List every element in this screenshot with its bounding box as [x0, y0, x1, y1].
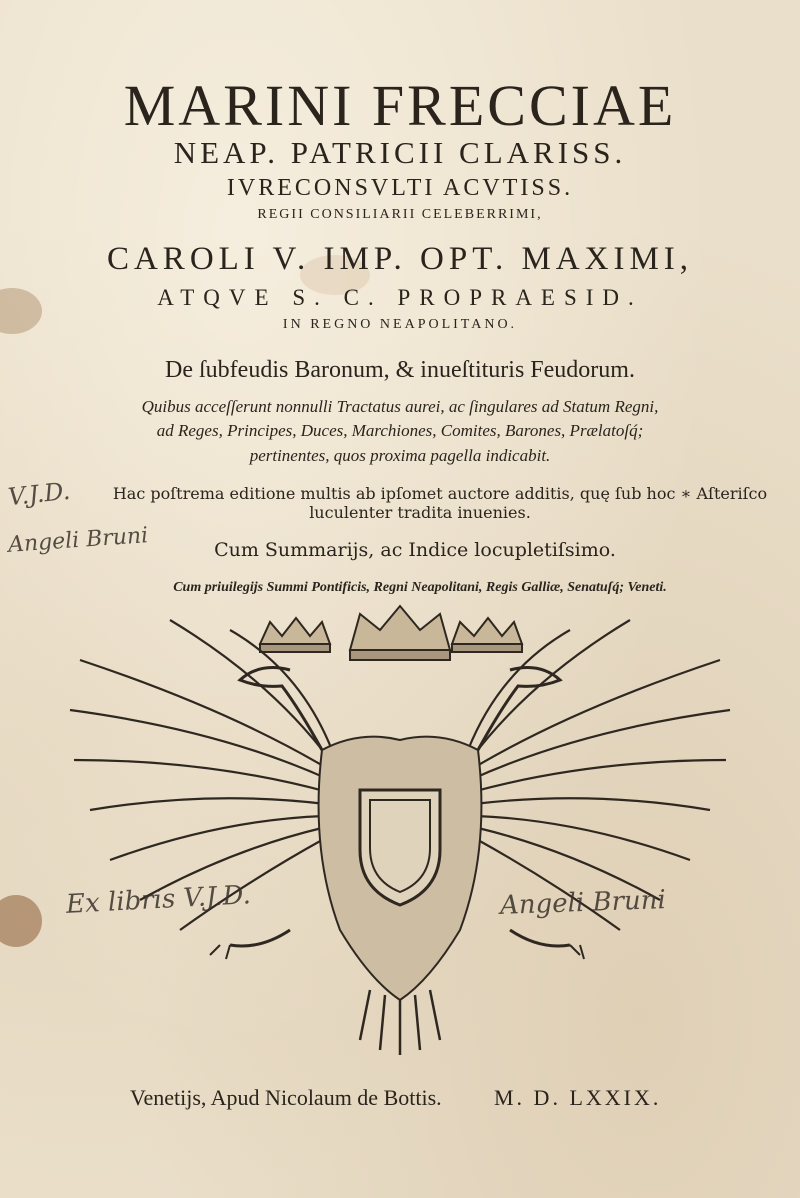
- double-headed-eagle-emblem: [60, 600, 740, 1060]
- crown-icon: [260, 618, 330, 652]
- edition-note: luculenter tradita inuenies.: [309, 503, 531, 522]
- title-line: IVRECONSVLTI ACVTISS.: [226, 175, 574, 201]
- paper-stain: [0, 895, 42, 947]
- author-name: MARINI FRECCIAE: [123, 73, 677, 138]
- italic-line: Quibus acceſſerunt nonnulli Tractatus aurei, ac ſingulares ad Statum Regni,: [141, 397, 659, 416]
- edition-note: Hac poſtrema editione multis ab ipſomet auctore additis, quę ſub hoc ∗ Aſteriſco: [112, 484, 768, 503]
- handwritten-signature: Ex libris V.J.D.: [65, 880, 252, 920]
- subject-title: De ſubfeudis Baronum, & inueſtituris Feudorum.: [165, 357, 635, 383]
- publication-date: M. D. LXXIX.: [494, 1085, 662, 1110]
- title-line: CAROLI V. IMP. OPT. MAXIMI,: [106, 241, 694, 277]
- handwritten-note: V.J.D.: [6, 476, 72, 512]
- handwritten-note: Angeli Bruni: [7, 523, 149, 558]
- summaries-line: Cum Summarijs, ac Indice locupletiſsimo.: [214, 539, 616, 561]
- italic-line: ad Reges, Principes, Duces, Marchiones, Comites, Barones, Prælatoſq́;: [156, 421, 644, 440]
- title-line: NEAP. PATRICII CLARISS.: [173, 135, 627, 170]
- title-line: IN REGNO NEAPOLITANO.: [282, 317, 518, 332]
- crown-icon: [452, 618, 522, 652]
- handwritten-signature: Angeli Bruni: [499, 885, 667, 921]
- privileges-line: Cum priuilegijs Summi Pontificis, Regni Neapolitani, Regis Galliæ, Senatuſq́; Veneti.: [173, 580, 667, 595]
- title-line: REGII CONSILIARII CELEBERRIMI,: [257, 207, 543, 222]
- crown-icon: [350, 606, 450, 660]
- imprint: Venetijs, Apud Nicolaum de Bottis.: [130, 1085, 442, 1110]
- title-line: ATQVE S. C. PROPRAESID.: [157, 285, 643, 310]
- italic-line: pertinentes, quos proxima pagella indicabit.: [249, 446, 551, 465]
